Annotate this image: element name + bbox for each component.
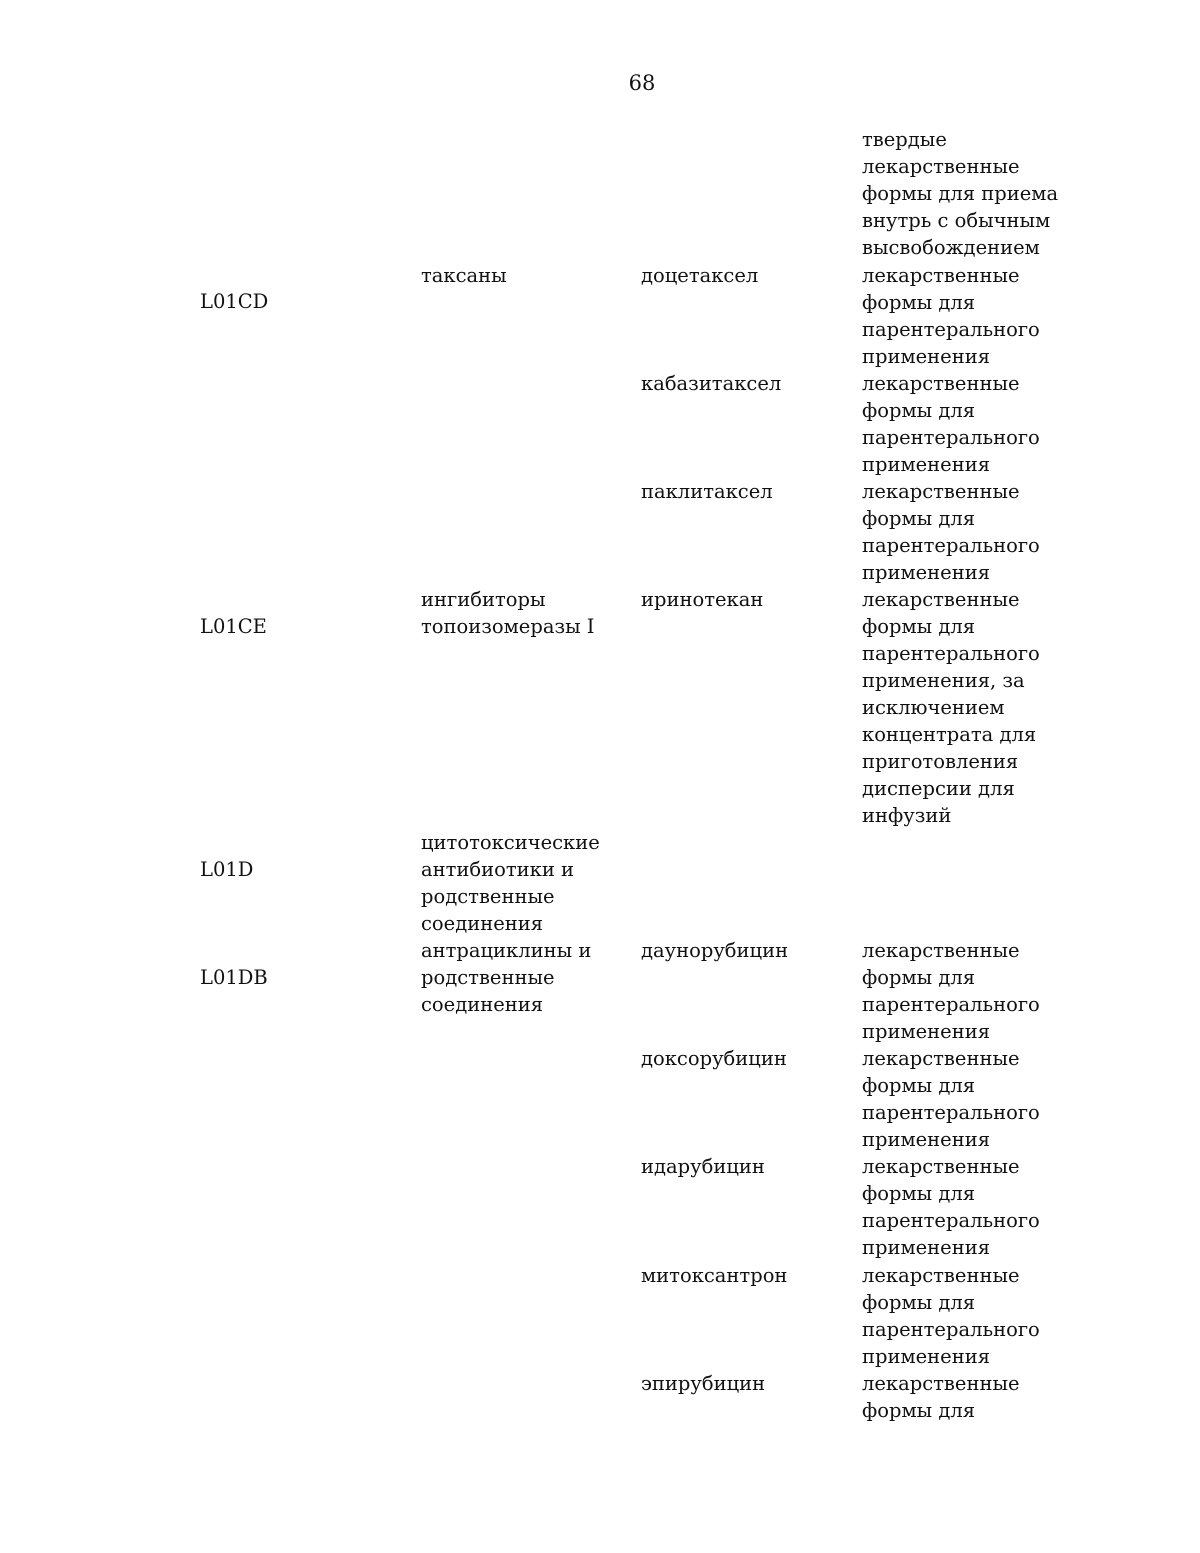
atc-code-l01db: L01DB [200, 966, 268, 989]
dosage-form-mitoxantrone: лекарственные формы для парентерального применения [862, 1264, 1040, 1368]
atc-code-l01ce: L01CE [200, 615, 267, 638]
drug-doxorubicin: доксорубицин [641, 1047, 787, 1070]
atc-code-l01cd: L01CD [200, 290, 269, 313]
drug-daunorubicin: даунорубицин [641, 939, 789, 962]
drug-idarubicin: идарубицин [641, 1155, 765, 1178]
drug-cabazitaxel: кабазитаксел [641, 372, 782, 395]
group-anthracyclines: антрациклины и родственные соединения [421, 939, 592, 1016]
dosage-form-docetaxel: лекарственные формы для парентерального применения [862, 264, 1040, 368]
dosage-form-paclitaxel: лекарственные формы для парентерального применения [862, 480, 1040, 584]
drug-irinotecan: иринотекан [641, 588, 764, 611]
dosage-form-epirubicin: лекарственные формы для [862, 1372, 1020, 1422]
atc-code-l01d: L01D [200, 858, 254, 881]
dosage-form-irinotecan: лекарственные формы для парентерального применения, за исключением концентрата для приготовления дисперсии для инфузий [862, 588, 1040, 827]
page-number: 68 [628, 71, 656, 95]
drug-mitoxantrone: митоксантрон [641, 1264, 788, 1287]
drug-docetaxel: доцетаксел [641, 264, 759, 287]
dosage-form-top: твердые лекарственные формы для приема внутрь с обычным высвобождением [862, 128, 1059, 259]
dosage-form-idarubicin: лекарственные формы для парентерального применения [862, 1155, 1040, 1259]
group-taxanes: таксаны [421, 264, 507, 287]
dosage-form-cabazitaxel: лекарственные формы для парентерального применения [862, 372, 1040, 476]
group-cytotoxic-antibiotics: цитотоксические антибиотики и родственные соединения [421, 831, 600, 935]
dosage-form-daunorubicin: лекарственные формы для парентерального применения [862, 939, 1040, 1043]
drug-epirubicin: эпирубицин [641, 1372, 766, 1395]
dosage-form-doxorubicin: лекарственные формы для парентерального применения [862, 1047, 1040, 1151]
drug-paclitaxel: паклитаксел [641, 480, 773, 503]
group-topoisomerase-inhibitors: ингибиторы топоизомеразы I [421, 588, 595, 638]
